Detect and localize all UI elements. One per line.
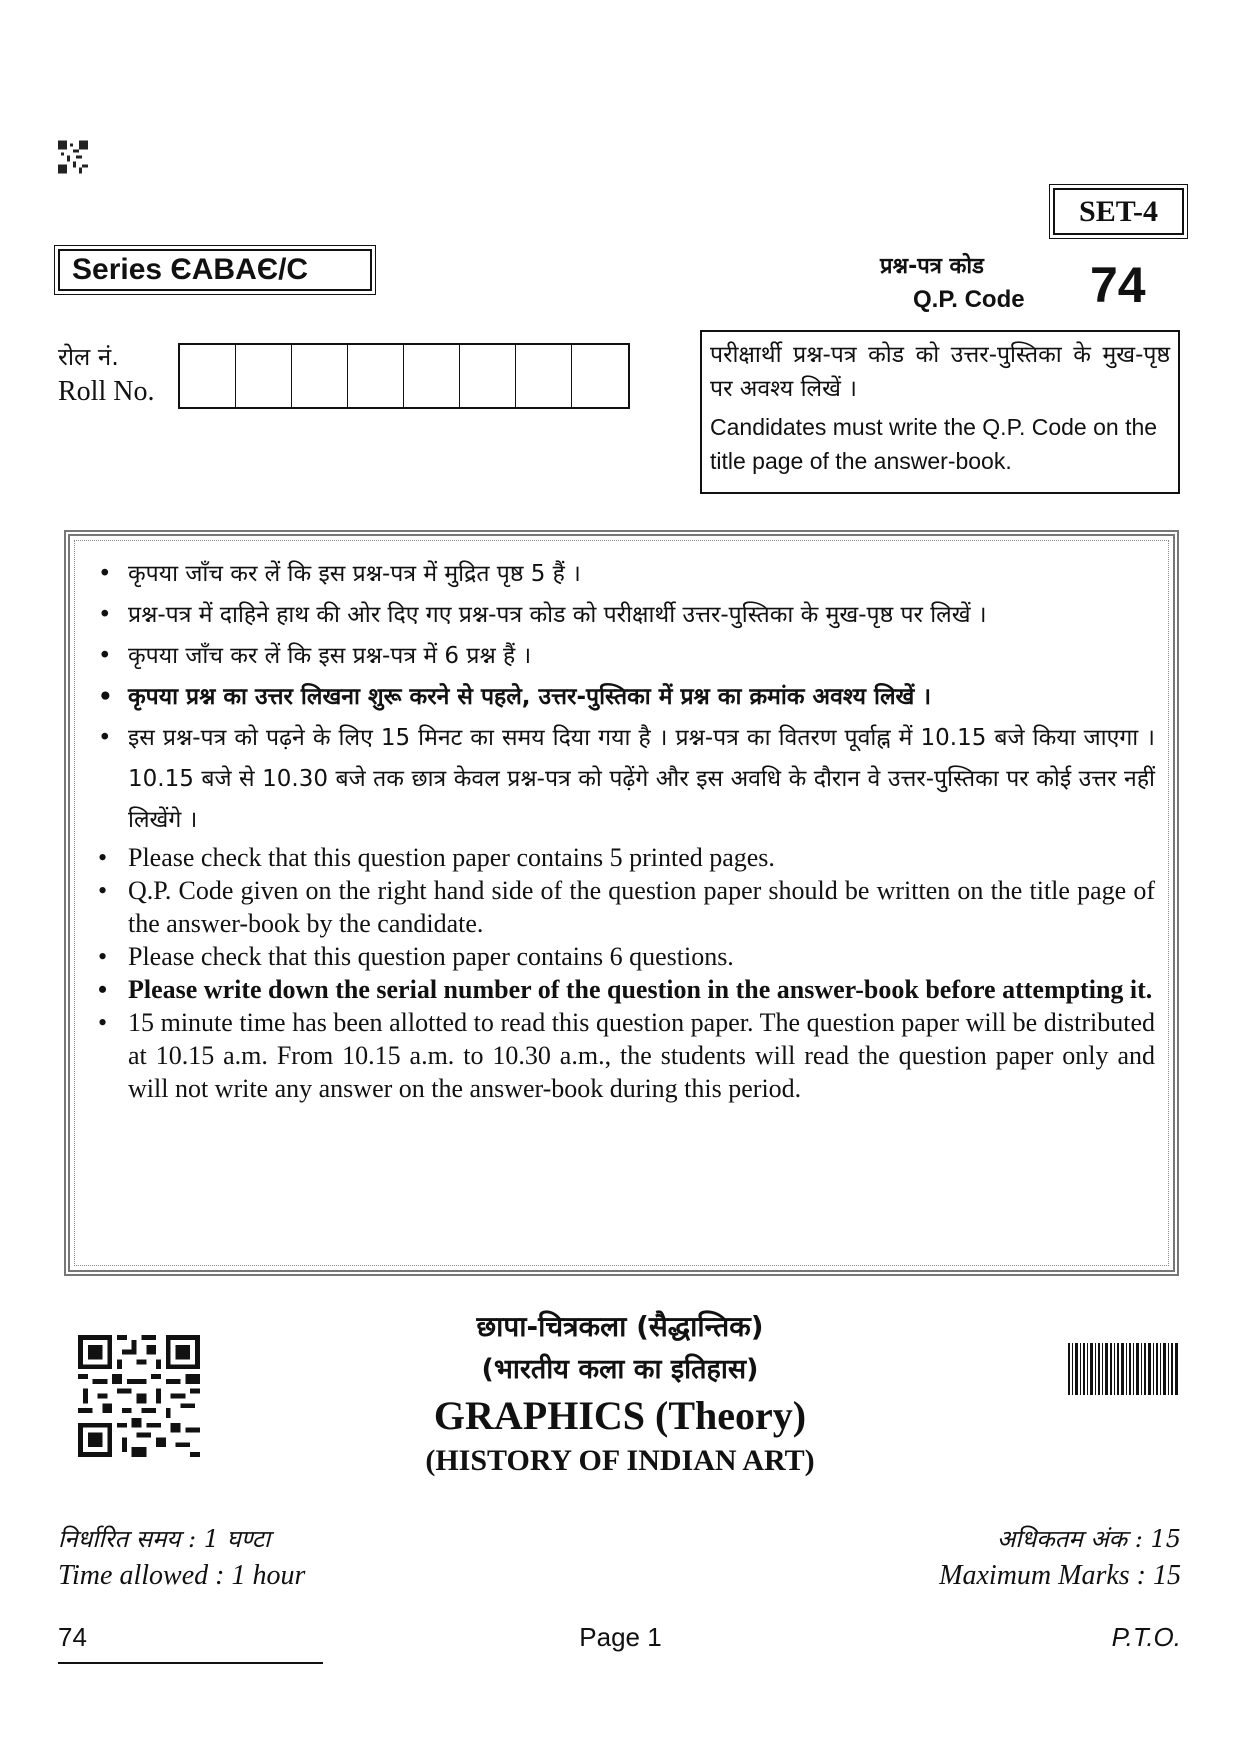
instruction-item: • 15 minute time has been allotted to read this question paper. The question paper will be distributed at 10.15 a.m. From 10.15 a.m. to 10.30 a.m., the students will read the question paper only and will not write any answer on the answer-book during this period.	[94, 1006, 1155, 1105]
instruction-item: • Please check that this question paper contains 6 questions.	[94, 940, 1155, 973]
roll-no-boxes[interactable]	[178, 343, 630, 409]
qp-code-hindi-label: प्रश्न-पत्र कोड	[880, 254, 984, 279]
roll-no-box[interactable]	[180, 345, 236, 407]
instruction-item: • Q.P. Code given on the right hand side of the question paper should be written on the title page of the answer-book by the candidate.	[94, 874, 1155, 940]
series-label: Series ЄABAЄ/C	[58, 249, 372, 291]
small-qr-code-icon	[58, 140, 88, 174]
title-english-subtitle: (HISTORY OF INDIAN ART)	[425, 1444, 815, 1477]
footer-code: 74	[58, 1622, 87, 1652]
candidate-note-english: Candidates must write the Q.P. Code on the title page of the answer-book.	[710, 414, 1158, 474]
time-allowed-english: Time allowed : 1 hour	[58, 1560, 306, 1591]
candidate-note-box	[700, 330, 1180, 494]
instruction-item: • इस प्रश्न-पत्र को पढ़ने के लिए 15 मिनट का समय दिया गया है । प्रश्न-पत्र का वितरण पूर्वाह्न में 10.15 बजे किया जाएगा । 10.15 बजे से 10.30 बजे तक छात्र केवल प्रश्न-पत्र को पढ़ेंगे और इस अवधि के दौरान वे उत्तर-पुस्तिका पर कोई उत्तर नहीं लिखेंगे ।	[94, 718, 1155, 841]
instruction-item: • प्रश्न-पत्र में दाहिने हाथ की ओर दिए गए प्रश्न-पत्र कोड को परीक्षार्थी उत्तर-पुस्तिका के मुख-पृष्ठ पर लिखें ।	[94, 595, 1155, 636]
title-hindi-subtitle: (भारतीय कला का इतिहास)	[481, 1354, 759, 1385]
roll-no-box[interactable]	[348, 345, 404, 407]
instructions-box	[64, 530, 1179, 1276]
qr-code-icon	[78, 1335, 200, 1457]
title-hindi-subject: छापा-चित्रकला (सैद्धान्तिक)	[476, 1310, 764, 1343]
instruction-item: • कृपया जाँच कर लें कि इस प्रश्न-पत्र में 6 प्रश्न हैं ।	[94, 636, 1155, 677]
candidate-note-hindi: परीक्षार्थी प्रश्न-पत्र कोड को उत्तर-पुस्तिका के मुख-पृष्ठ पर अवश्य लिखें ।	[710, 342, 1170, 402]
footer-divider	[58, 1662, 323, 1664]
roll-no-box[interactable]	[404, 345, 460, 407]
instructions-list	[94, 554, 1155, 1105]
barcode-icon	[1068, 1343, 1178, 1395]
roll-no-hindi-label: रोल नं.	[58, 343, 119, 371]
qp-code-value: 74	[1090, 257, 1146, 313]
qp-code-english-label: Q.P. Code	[913, 286, 1025, 313]
instruction-item: • Please check that this question paper contains 5 printed pages.	[94, 841, 1155, 874]
instruction-item: • कृपया प्रश्न का उत्तर लिखना शुरू करने से पहले, उत्तर-पुस्तिका में प्रश्न का क्रमांक अवश्य लिखें ।	[94, 677, 1155, 718]
roll-no-box[interactable]	[460, 345, 516, 407]
time-allowed-hindi: निर्धारित समय : 1 घण्टा	[58, 1525, 271, 1553]
roll-no-box[interactable]	[236, 345, 292, 407]
title-english-subject: GRAPHICS (Theory)	[433, 1393, 807, 1438]
roll-no-english-label: Roll No.	[58, 376, 155, 407]
roll-no-box[interactable]	[572, 345, 628, 407]
max-marks-english: Maximum Marks : 15	[939, 1560, 1181, 1591]
footer-page-number: Page 1	[579, 1622, 662, 1652]
roll-no-box[interactable]	[292, 345, 348, 407]
paper-title	[300, 1305, 940, 1481]
instruction-item: • Please write down the serial number of the question in the answer-book before attempting it.	[94, 973, 1155, 1006]
max-marks-hindi: अधिकतम अंक : 15	[996, 1525, 1181, 1553]
set-label: SET-4	[1053, 188, 1184, 235]
roll-no-box[interactable]	[516, 345, 572, 407]
instruction-item: • कृपया जाँच कर लें कि इस प्रश्न-पत्र में मुद्रित पृष्ठ 5 हैं ।	[94, 554, 1155, 595]
footer-pto: P.T.O.	[1111, 1622, 1181, 1652]
